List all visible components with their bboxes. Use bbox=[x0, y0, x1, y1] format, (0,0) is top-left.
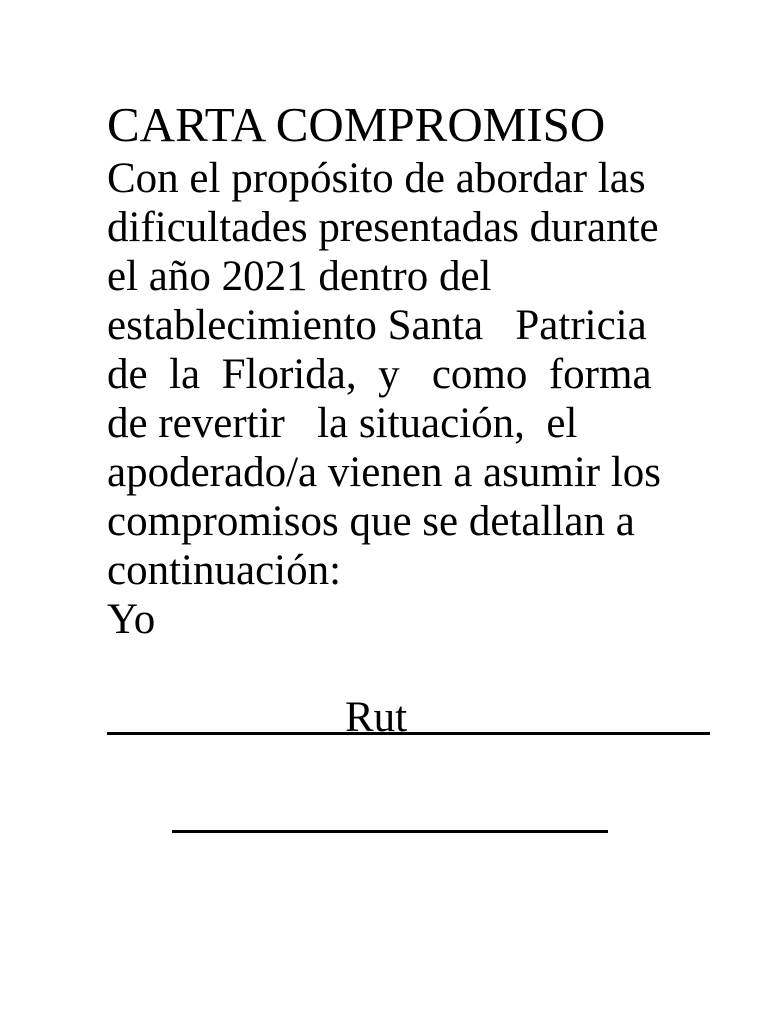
rut-label: Rut bbox=[345, 694, 408, 741]
name-label: Yo bbox=[107, 596, 156, 643]
body-line-5: de la Florida, y como forma bbox=[107, 351, 652, 398]
body-line-1: Con el propósito de abordar las bbox=[107, 155, 646, 202]
body-line-8: compromisos que se detallan a bbox=[107, 498, 635, 545]
name-blank-row bbox=[107, 644, 667, 693]
body-line-2: dificultades presentadas durante bbox=[107, 204, 659, 251]
rut-blank-row bbox=[107, 742, 667, 791]
body-line-7: apoderado/a vienen a asumir los bbox=[107, 449, 662, 496]
body-line-6: de revertir la situación, el bbox=[107, 400, 578, 447]
body-line-3: el año 2021 dentro del bbox=[107, 253, 492, 300]
name-blank-line-continued[interactable] bbox=[107, 732, 315, 735]
body-line-4: establecimiento Santa Patricia bbox=[107, 302, 647, 349]
rut-blank-line[interactable] bbox=[172, 830, 608, 833]
letter-body bbox=[107, 96, 667, 791]
document-title: CARTA COMPROMISO bbox=[107, 97, 606, 152]
body-line-9: continuación: bbox=[107, 547, 342, 594]
